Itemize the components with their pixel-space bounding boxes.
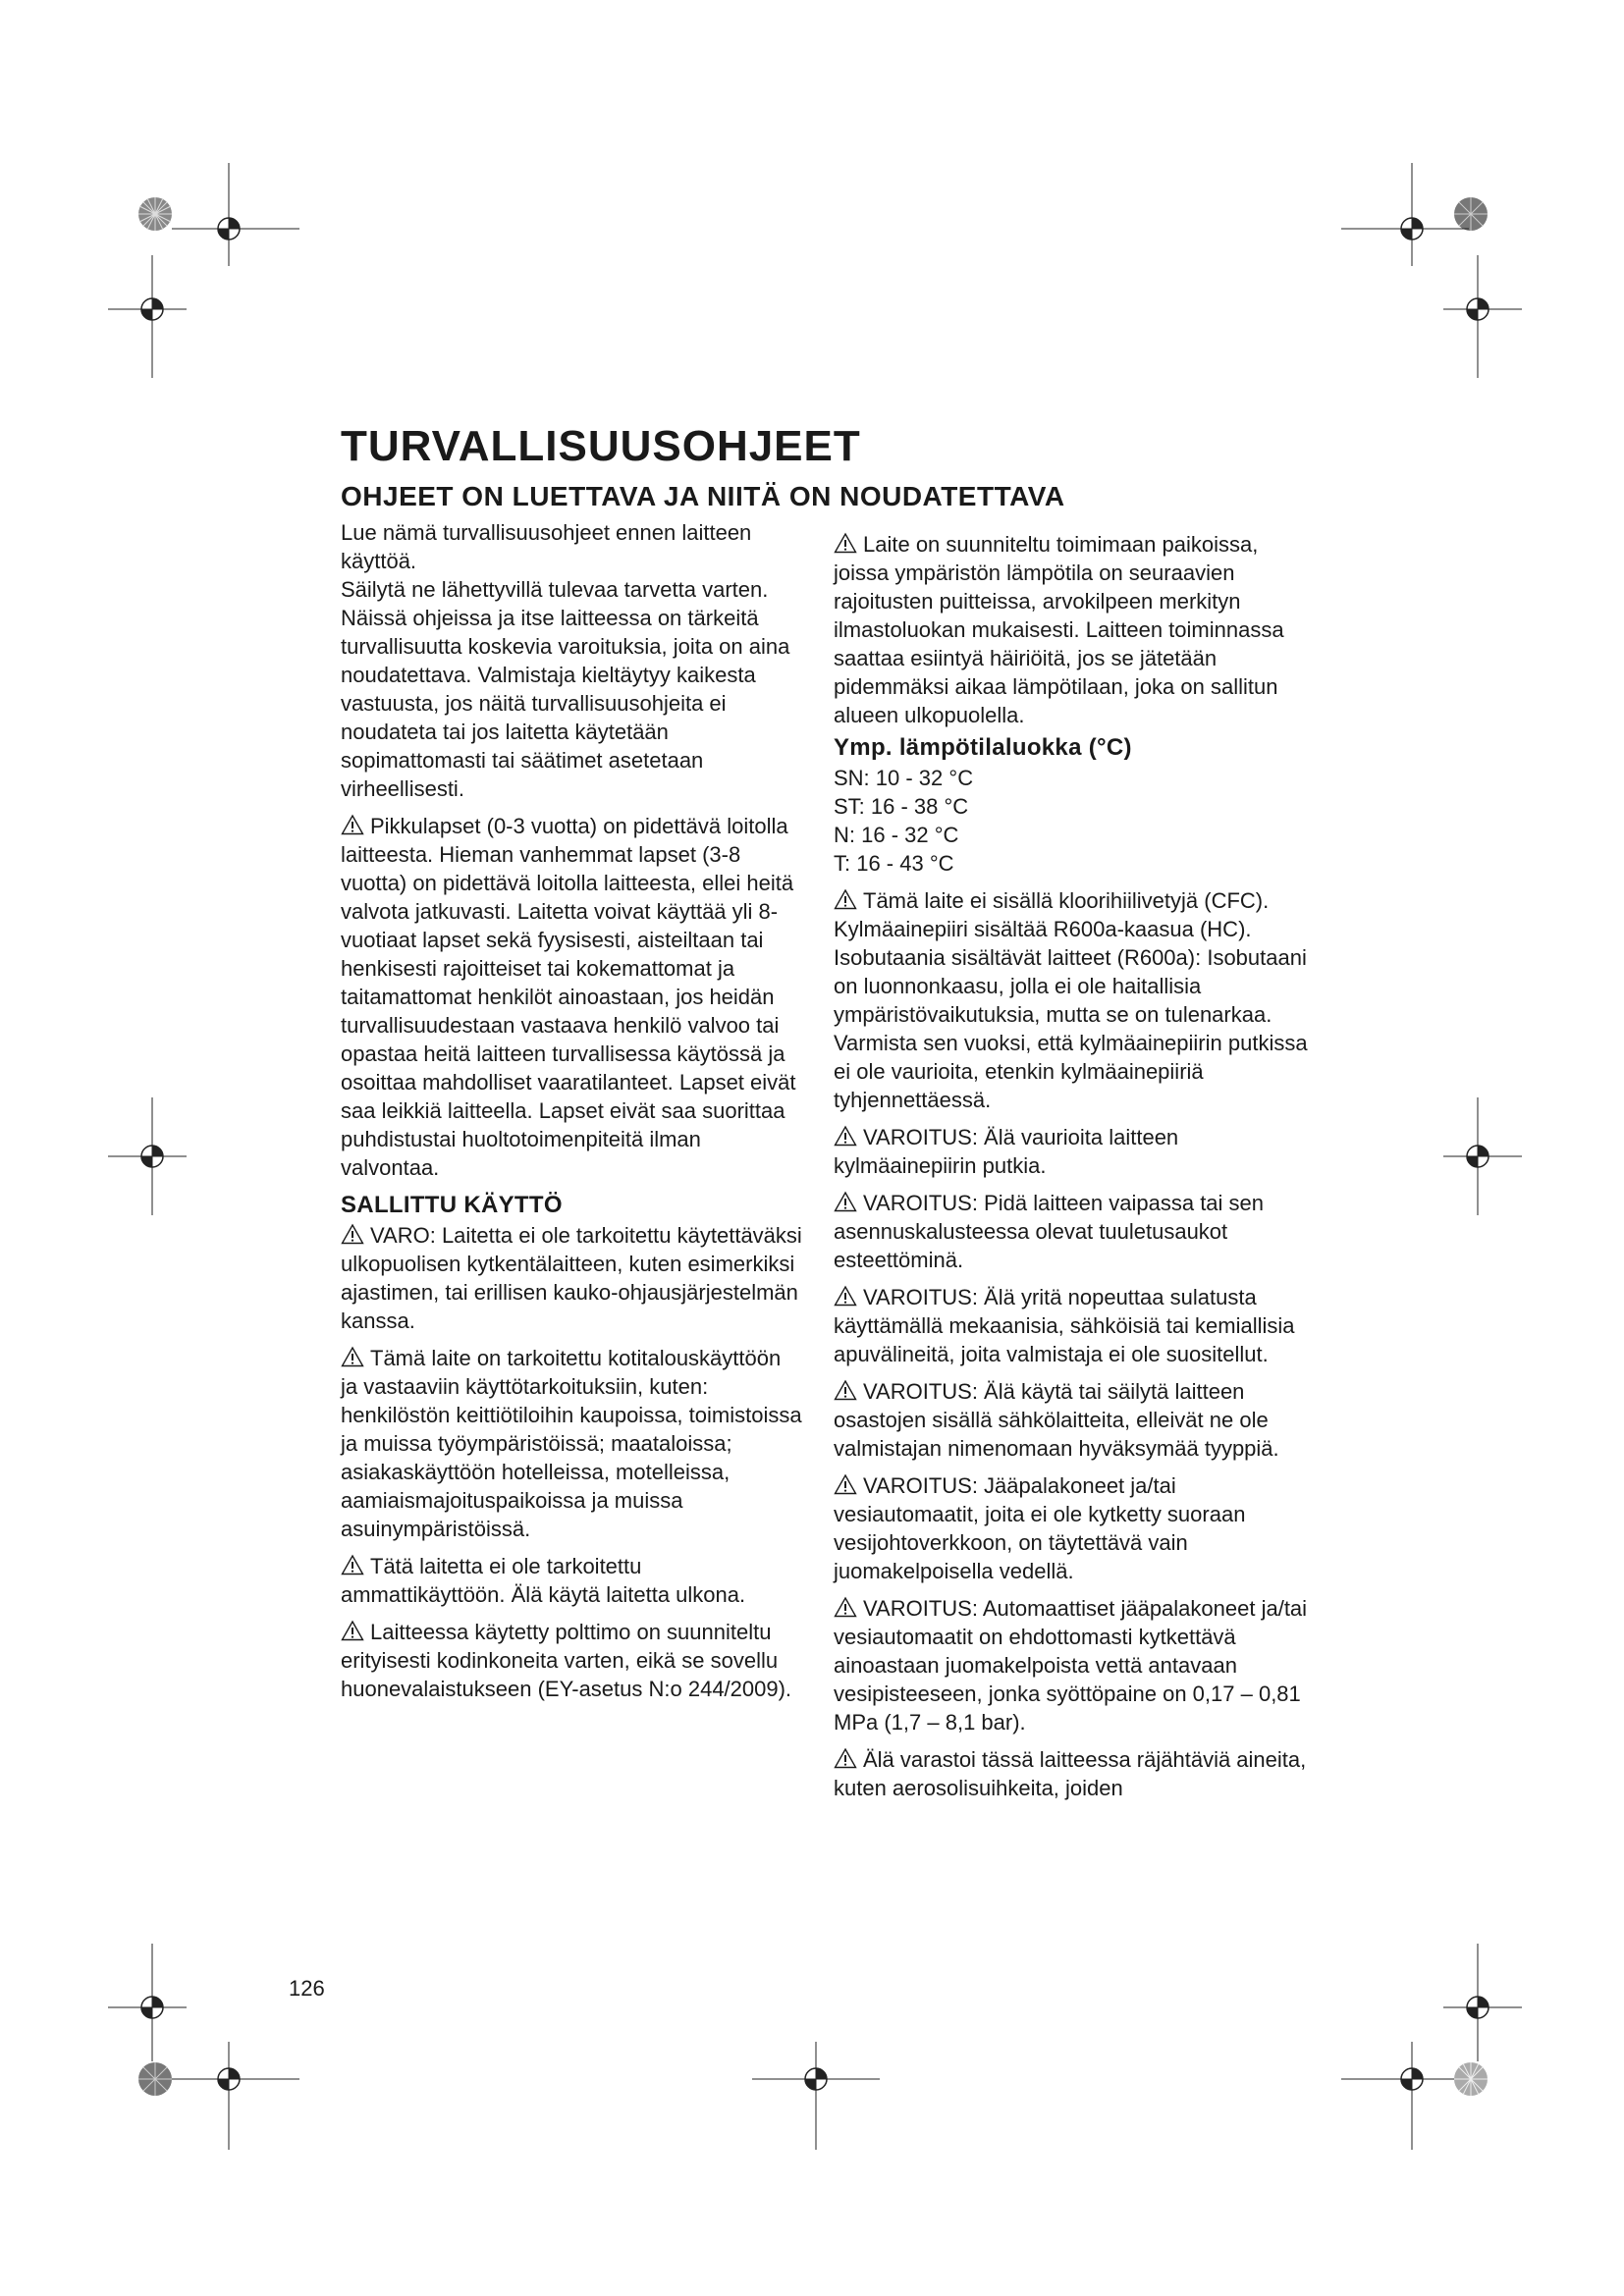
- warning-triangle-icon: [834, 1596, 857, 1618]
- warning-triangle-icon: [834, 1473, 857, 1495]
- warning-text: Laite on suunniteltu toimimaan paikoissa, joissa ympäristön lämpötila on seuraavien rajoitusten puitteissa, arvokilpeen merkityn ilmastoluokan mukaisesti. Laitteen toiminnassa saattaa esiintyä häiriöitä, jos se jätetään pidemmäksi aikaa lämpötilaan, joka on sallitun alueen ulkopuolella.: [834, 532, 1284, 727]
- warning-paragraph: [834, 1189, 1315, 1274]
- warning-text: VAROITUS: Älä käytä tai säilytä laitteen osastojen sisällä sähkölaitteita, elleivät ne ole valmistajan nimenomaan hyväksymää tyyppiä.: [834, 1379, 1279, 1461]
- warning-text: Tätä laitetta ei ole tarkoitettu ammattikäyttöön. Älä käytä laitetta ulkona.: [341, 1554, 746, 1607]
- temperature-class-line: T: 16 - 43 °C: [834, 851, 954, 876]
- right-column: [834, 530, 1315, 1811]
- warning-text: VARO: Laitetta ei ole tarkoitettu käytettäväksi ulkopuolisen kytkentälaitteen, kuten esimerkiksi ajastimen, tai erillisen kauko-ohjausjärjestelmän kanssa.: [341, 1223, 802, 1333]
- crosshair-registration-icon: [1443, 1097, 1522, 1215]
- warning-paragraph: [341, 1552, 802, 1609]
- page-subtitle: OHJEET ON LUETTAVA JA NIITÄ ON NOUDATETTAVA: [341, 481, 1065, 511]
- warning-triangle-icon: [341, 1620, 364, 1641]
- warning-triangle-icon: [834, 1191, 857, 1212]
- warning-text: Tämä laite ei sisällä kloorihiilivetyjä (CFC). Kylmäainepiiri sisältää R600a-kaasua (HC). Isobutaania sisältävät laitteet (R600a): Isobutaani on luonnonkaasu, jolla ei ole haitallisia ympäristövaikutuksia, mutta se on tulenarkaa. Varmista sen vuoksi, että kylmäainepiirin putkissa ei ole vaurioita, etenkin kylmäainepiiriä tyhjennettäessä.: [834, 888, 1308, 1112]
- warning-paragraph: [834, 1377, 1315, 1463]
- warning-triangle-icon: [341, 1346, 364, 1367]
- warning-text: Pikkulapset (0-3 vuotta) on pidettävä loitolla laitteesta. Hieman vanhemmat lapset (3-8 vuotta) on pidettävä loitolla laitteesta, ellei heitä valvota jatkuvasti. Laitetta voivat käyttää yli 8-vuotiaat lapset sekä fyysisesti, aisteiltaan tai henkisesti rajoitteiset tai kokemattomat ja taitamattomat henkilöt ainoastaan, jos heidän turvallisuudestaan vastaava henkilö valvoo tai opastaa heitä laitteen turvallisessa käytössä ja osoittaa mahdolliset vaaratilanteet. Lapset eivät saa leikkiä laitteella. Lapset eivät saa suorittaa puhdistustai huoltotoimenpiteitä ilman valvontaa.: [341, 814, 796, 1180]
- warning-text: Tämä laite on tarkoitettu kotitalouskäyttöön ja vastaaviin käyttötarkoituksiin, kuten: henkilöstön keittiötiloihin kaupoissa, toimistoissa ja muissa työympäristöissä; maataloissa; asiakaskäyttöön hotelleissa, motelleissa, aamiaismajoituspaikoissa ja muissa asuinympäristöissä.: [341, 1346, 802, 1541]
- warning-text: VAROITUS: Automaattiset jääpalakoneet ja/tai vesiautomaatit on ehdottomasti kytkettävä ainoastaan juomakelpoista vettä antavaan vesipisteeseen, jonka syöttöpaine on 0,17 – 0,81 MPa (1,7 – 8,1 bar).: [834, 1596, 1308, 1735]
- warning-text: VAROITUS: Älä vaurioita laitteen kylmäainepiirin putkia.: [834, 1125, 1179, 1178]
- intro-paragraph: Näissä ohjeissa ja itse laitteessa on tärkeitä turvallisuutta koskevia varoituksia, joita on aina noudatettava. Valmistaja kieltäytyy kaikesta vastuusta, jos näitä turvallisuusohjeita ei noudateta tai jos laitetta käytetään sopimattomasti tai säätimet asetetaan virheellisesti.: [341, 606, 790, 801]
- warning-triangle-icon: [834, 1379, 857, 1401]
- intro-paragraph: Säilytä ne lähettyvillä tulevaa tarvetta varten.: [341, 577, 769, 602]
- warning-paragraph: [834, 1745, 1315, 1802]
- crosshair-registration-icon: [1443, 255, 1522, 378]
- warning-triangle-icon: [834, 532, 857, 554]
- temperature-class-line: N: 16 - 32 °C: [834, 823, 959, 847]
- children-warning: [341, 812, 802, 1182]
- crosshair-registration-icon: [108, 1097, 187, 1215]
- crosshair-registration-icon: [108, 255, 187, 378]
- crosshair-registration-icon: [172, 163, 299, 266]
- crosshair-registration-icon: [1341, 2042, 1469, 2150]
- warning-triangle-icon: [834, 1747, 857, 1769]
- temperature-class-line: ST: 16 - 38 °C: [834, 794, 969, 819]
- warning-text: Laitteessa käytetty polttimo on suunniteltu erityisesti kodinkoneita varten, eikä se sovellu huonevalaistukseen (EY-asetus N:o 244/2009).: [341, 1620, 792, 1701]
- temperature-class-heading: Ymp. lämpötilaluokka (°C): [834, 734, 1132, 761]
- left-column: [341, 518, 802, 1712]
- starburst-target-icon: [137, 196, 173, 232]
- page-title: TURVALLISUUSOHJEET: [341, 422, 861, 470]
- warning-paragraph: [834, 886, 1315, 1114]
- warning-paragraph: [834, 1471, 1315, 1585]
- warning-paragraph: [834, 1594, 1315, 1736]
- warning-triangle-icon: [834, 1125, 857, 1147]
- warning-triangle-icon: [341, 1223, 364, 1245]
- starburst-target-icon: [1453, 2061, 1489, 2097]
- ambient-warning: [834, 530, 1315, 729]
- warning-triangle-icon: [834, 1285, 857, 1307]
- warning-paragraph: [341, 1618, 802, 1703]
- warning-paragraph: [341, 1221, 802, 1335]
- temperature-class-line: SN: 10 - 32 °C: [834, 766, 974, 790]
- warning-paragraph: [341, 1344, 802, 1543]
- section-heading: SALLITTU KÄYTTÖ: [341, 1192, 563, 1218]
- crosshair-registration-icon: [752, 2042, 880, 2150]
- warning-text: VAROITUS: Pidä laitteen vaipassa tai sen asennuskalusteessa olevat tuuletusaukot esteettöminä.: [834, 1191, 1265, 1272]
- warning-triangle-icon: [341, 1554, 364, 1575]
- crosshair-registration-icon: [172, 2042, 299, 2150]
- warning-triangle-icon: [341, 814, 364, 835]
- warning-text: VAROITUS: Älä yritä nopeuttaa sulatusta käyttämällä mekaanisia, sähköisiä tai kemiallisia apuvälineitä, joita valmistaja ei ole suositellut.: [834, 1285, 1295, 1366]
- warning-paragraph: [834, 1283, 1315, 1368]
- crosshair-registration-icon: [1341, 163, 1469, 266]
- starburst-target-icon: [137, 2061, 173, 2097]
- warning-text: Älä varastoi tässä laitteessa räjähtäviä aineita, kuten aerosolisuihkeita, joiden: [834, 1747, 1307, 1800]
- page-number: 126: [289, 1976, 325, 2001]
- warning-triangle-icon: [834, 888, 857, 910]
- intro-paragraph: Lue nämä turvallisuusohjeet ennen laitteen käyttöä.: [341, 520, 752, 573]
- warning-text: VAROITUS: Jääpalakoneet ja/tai vesiautomaatit, joita ei ole kytketty suoraan vesijohtoverkkoon, on täytettävä vain juomakelpoisella vedellä.: [834, 1473, 1246, 1583]
- warning-paragraph: [834, 1123, 1315, 1180]
